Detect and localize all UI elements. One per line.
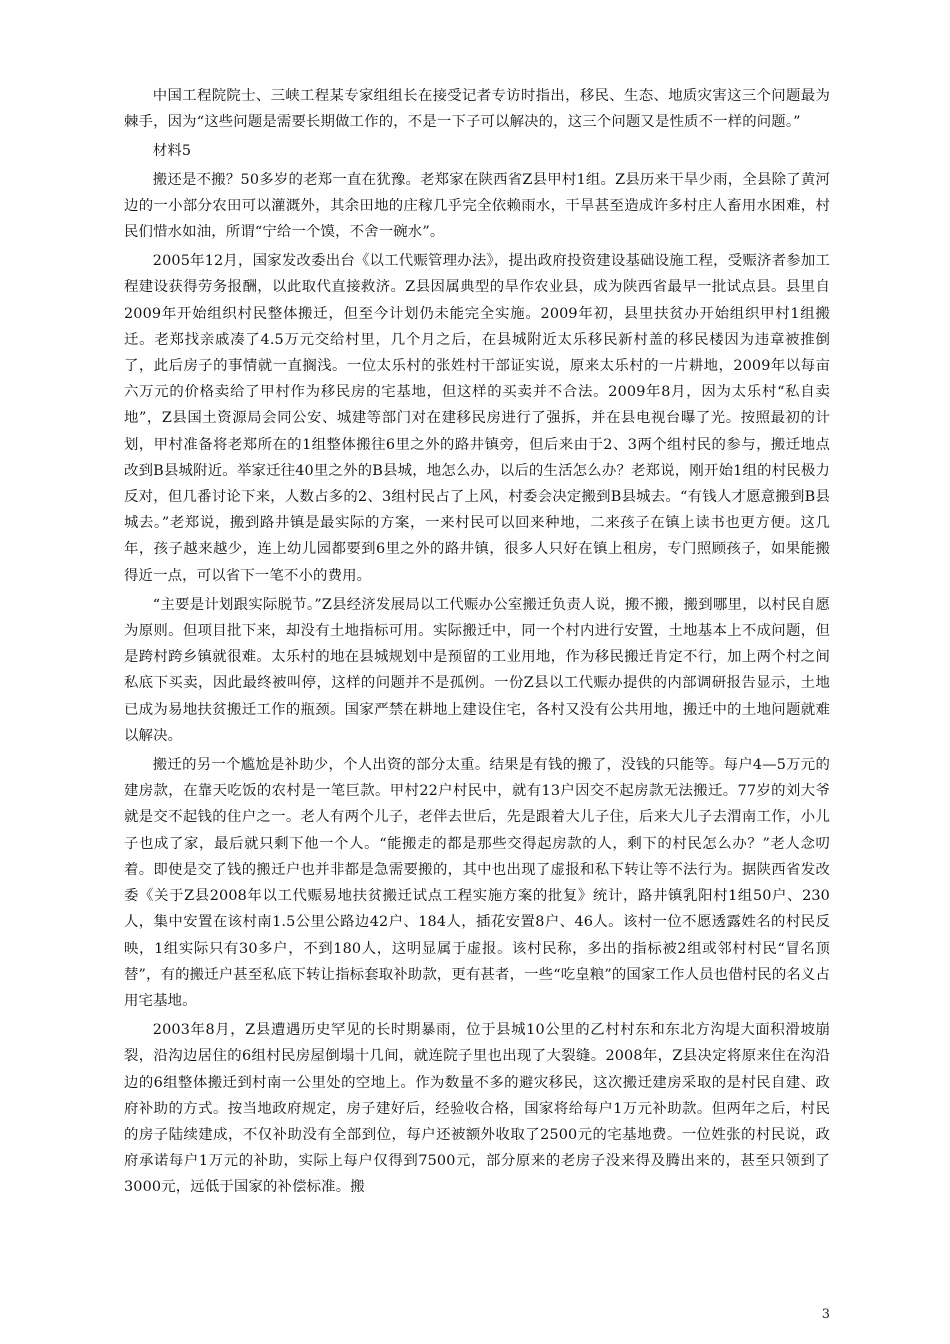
paragraph-planning-gap: “主要是计划跟实际脱节。”Z县经济发展局以工代赈办公室搬迁负责人说，搬不搬，搬到哪里，以村民自愿为原则。但项目批下来，却没有土地指标可用。实际搬迁中，同一个村内进行安置，土地基本上不成问题，但是跨村跨乡镇就很难。太乐村的地在县城规划中是预留的工业用地，作为移民搬迁肯定不行，加上两个村之间私底下买卖，因此最终被叫停，这样的问题并不是孤例。一份Z县以工代赈办提供的内部调研报告显示，土地已成为易地扶贫搬迁工作的瓶颈。国家严禁在耕地上建设住宅，各村又没有公共用地，搬迁中的土地问题就难以解决。: [124, 596, 830, 744]
paragraph-expert-quote: 中国工程院院士、三峡工程某专家组组长在接受记者专访时指出，移民、生态、地质灾害这三个问题最为棘手，因为“这些问题是需要长期做工作的，不是一下子可以解决的，这三个问题又是性质不一样的问题。”: [124, 88, 830, 131]
page-number: 3: [821, 1307, 830, 1322]
paragraph-landslide-relocation: 2003年8月，Z县遭遇历史罕见的长时期暴雨，位于县城10公里的乙村村东和东北方沟堤大面积滑坡崩裂，沿沟边居住的6组村民房屋倒塌十几间，就连院子里也出现了大裂缝。2008年，Z县决定将原来住在沟沿边的6组整体搬迁到村南一公里处的空地上。作为数量不多的避灾移民，这次搬迁建房采取的是村民自建、政府补助的方式。按当地政府规定，房子建好后，经验收合格，国家将给每户1万元补助款。但两年之后，村民的房子陆续建成，不仅补助没有全部到位，每户还被额外收取了2500元的宅基地费。一位姓张的村民说，政府承诺每户1万元的补助，实际上每户仅得到7500元，部分原来的老房子没来得及腾出来的，甚至只领到了3000元，远低于国家的补偿标准。搬: [124, 1022, 830, 1196]
paragraph-old-zheng-hesitation: 搬还是不搬？50多岁的老郑一直在犹豫。老郑家在陕西省Z县甲村1组。Z县历来干旱少雨，全县除了黄河边的一小部分农田可以灌溉外，其余田地的庄稼几乎完全依赖雨水，干旱甚至造成许多村庄人畜用水困难，村民们惜水如油，所谓“宁给一个馍，不舍一碗水”。: [124, 171, 830, 241]
section-label-material-5: 材料5: [152, 143, 192, 160]
paragraph-relocation-history: 2005年12月，国家发改委出台《以工代赈管理办法》，提出政府投资建设基础设施工程，受赈济者参加工程建设获得劳务报酬，以此取代直接救济。Z县因属典型的旱作农业县，成为陕西省最早一批试点县。县里自2009年开始组织村民整体搬迁，但至今计划仍未能完全实施。2009年初，县里扶贫办开始组织甲村1组搬迁。老郑找亲戚凑了4.5万元交给村里，几个月之后，在县城附近太乐移民新村盖的移民楼因为违章被推倒了，此后房子的事情就一直搁浅。一位太乐村的张姓村干部证实说，原来太乐村的一片耕地，2009年以每亩六万元的价格卖给了甲村作为移民房的宅基地，但这样的买卖并不合法。2009年8月，因为太乐村“私自卖地”，Z县国土资源局会同公安、城建等部门对在建移民房进行了强拆，并在县电视台曝了光。按照最初的计划，甲村准备将老郑所在的1组整体搬往6里之外的路井镇旁，但后来由于2、3两个组村民的参与，搬迁地点改到B县城附近。举家迁往40里之外的B县城，地怎么办，以后的生活怎么办？老郑说，刚开始1组的村民极力反对，但几番讨论下来，人数占多的2、3组村民占了上风，村委会决定搬到B县城去。“有钱人才愿意搬到B县城去。”老郑说，搬到路井镇是最实际的方案，一来村民可以回来种地，二来孩子在镇上读书也更方便。这几年，孩子越来越少，连上幼儿园都要到6里之外的路井镇，很多人只好在镇上租房，专门照顾孩子，如果能搬得近一点，可以省下一笔不小的费用。: [124, 253, 830, 584]
paragraph-subsidy-problem: 搬迁的另一个尴尬是补助少，个人出资的部分太重。结果是有钱的搬了，没钱的只能等。每户4—5万元的建房款，在靠天吃饭的农村是一笔巨款。甲村22户村民中，就有13户因交不起房款无法搬迁。77岁的刘大爷就是交不起钱的住户之一。老人有两个儿子，老伴去世后，先是跟着大儿子住，后来大儿子去渭南工作，小儿子也成了家，最后就只剩下他一个人。“能搬走的都是那些交得起房款的人，剩下的村民怎么办？”老人念叨着。即使是交了钱的搬迁户也并非都是急需要搬的，其中也出现了虚报和私下转让等不法行为。据陕西省发改委《关于Z县2008年以工代赈易地扶贫搬迁试点工程实施方案的批复》统计，路井镇乳阳村1组50户、230人，集中安置在该村南1.5公里公路边42户、184人，插花安置8户、46人。该村一位不愿透露姓名的村民反映，1组实际只有30多户，不到180人，这明显属于虚报。该村民称，多出的指标被2组或邻村村民“冒名顶替”，有的搬迁户甚至私底下转让指标套取补助款，更有甚者，一些“吃皇粮”的国家工作人员也借村民的名义占用宅基地。: [124, 757, 830, 1009]
document-body: [124, 83, 830, 1204]
